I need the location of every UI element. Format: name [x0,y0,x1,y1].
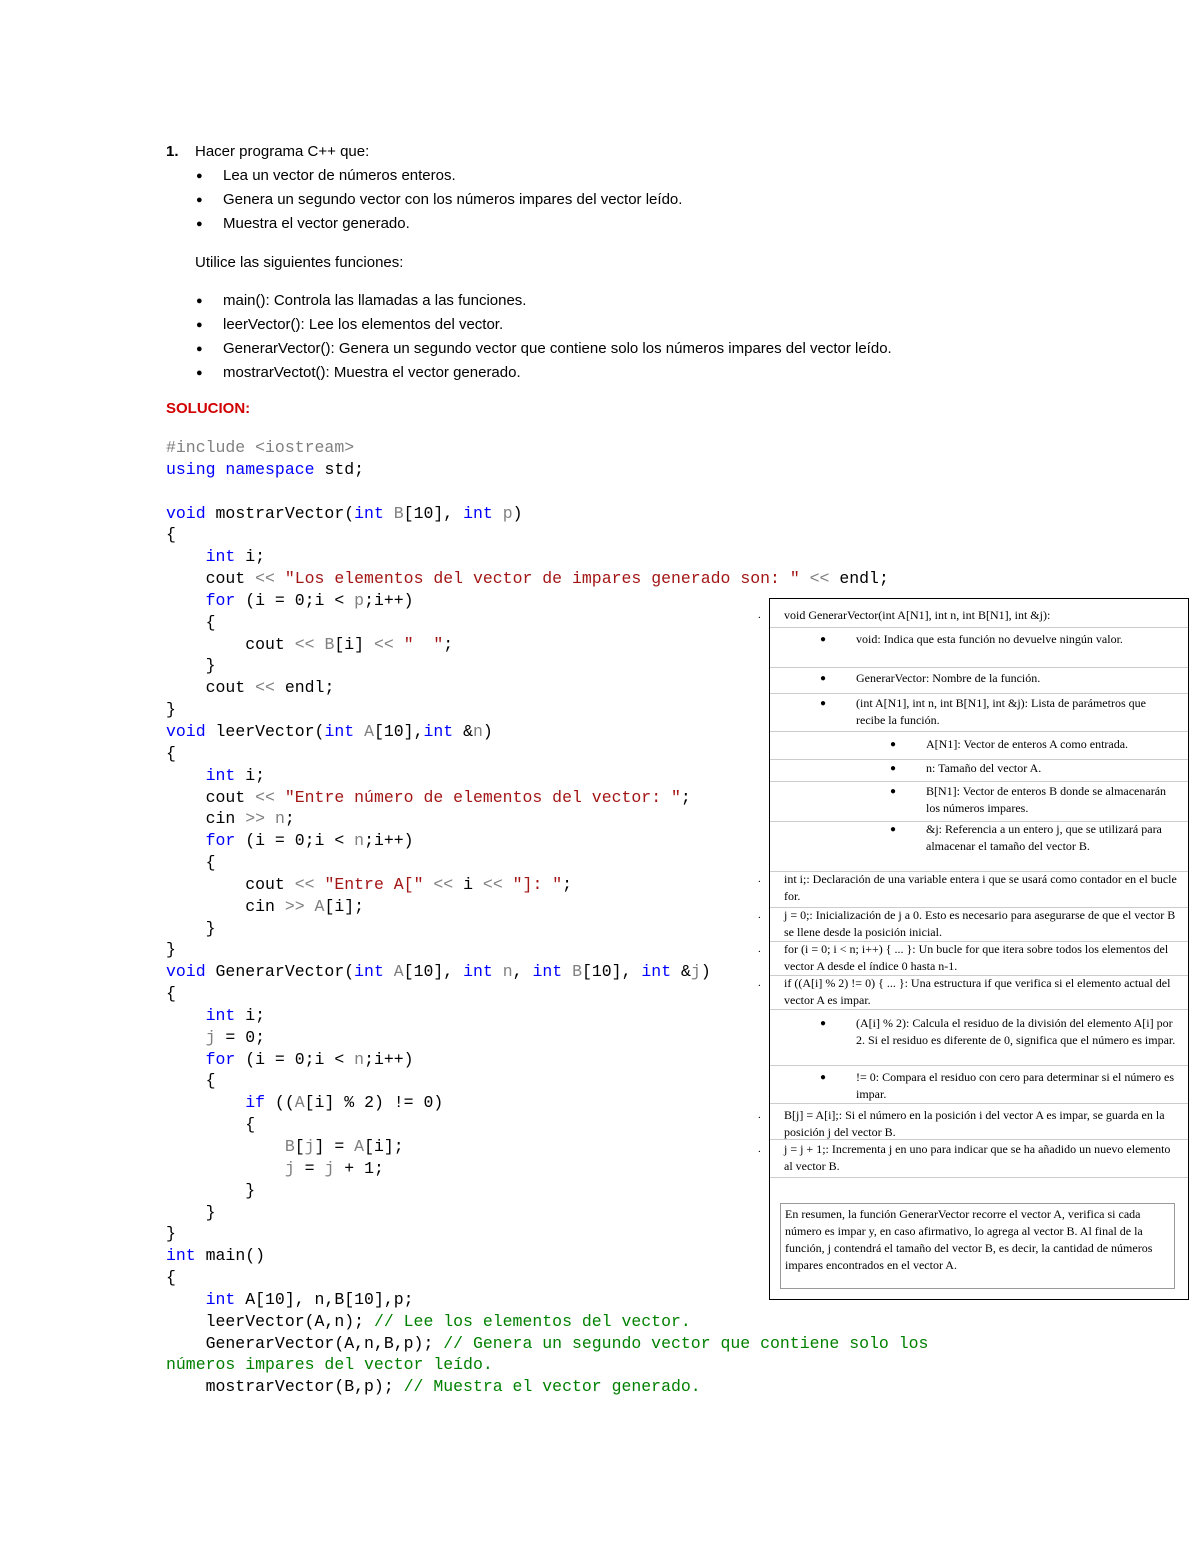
code-kw: using [166,459,216,479]
question-title [166,140,1066,164]
list-item: ● Muestra el vector generado. [196,212,1066,236]
note-item [770,627,1188,668]
note-assign: . j = j + 1;: Incrementa j en uno para indicar que se ha añadido un nuevo elemento al vector B. [770,1139,1188,1178]
list-item: ● Genera un segundo vector con los números impares del vector leído. [196,188,1066,212]
bullet-icon: ● [890,763,897,774]
note-summary: En resumen, la función GenerarVector recorre el vector A, verifica si cada número es impar y, en caso afirmativo, lo agrega al vector B. Al final de la función, j contendrá el tamaño del vector B, es decir, la cantidad de números impares encontrados en el vector A. [780,1203,1175,1289]
bullet-icon: ● [890,739,897,750]
note-item [770,667,1188,694]
list-item: ● mostrarVectot(): Muestra el vector generado. [196,361,1066,385]
note-assign-text: B[j] = A[i];: Si el número en la posición i del vector A es impar, se guarda en la posición j del vector B. [784,1108,1165,1139]
note-item-text: void: Indica que esta función no devuelve ningún valor. [856,632,1123,646]
code-string: "Entre número de elementos del vector: " [284,787,681,807]
note-param [770,731,1188,760]
note-if-item [770,1009,1188,1066]
note-param-text: &j: Referencia a un entero j, que se utilizará para almacenar el tamaño del vector B. [926,822,1162,853]
question-number: 1. [166,143,179,160]
note-param [770,781,1188,822]
note-step-text: if ((A[i] % 2) != 0) { ... }: Una estructura if que verifica si el elemento actual del vector A es impar. [784,976,1171,1007]
note-step: . for (i = 0; i < n; i++) { ... }: Un bucle for que itera sobre todos los elementos del vector A desde el índice 0 hasta n-1. [770,941,1188,976]
task-list [166,164,1066,236]
code-kw: namespace [225,459,315,479]
bullet-icon: ● [820,634,827,645]
solution-label: SOLUCION: [166,400,251,417]
function-name: GenerarVector( [205,962,355,982]
note-if-text: != 0: Compara el residuo con cero para determinar si el número es impar. [856,1070,1174,1101]
note-step-text: j = 0;: Inicialización de j a 0. Esto es necesario para asegurarse de que el vector B se llene desde la posición inicial. [784,908,1176,939]
function-list [166,289,1066,385]
code-string: "Los elementos del vector de impares generado son: " [284,569,800,589]
note-param-text: n: Tamaño del vector A. [926,761,1042,775]
list-item: ● GenerarVector(): Genera un segundo vector que contiene solo los números impares del vector leído. [196,337,1066,361]
bullet-icon: ● [890,824,897,835]
function-name: mostrarVector( [205,503,355,523]
list-item: ● main(): Controla las llamadas a las funciones. [196,289,1066,313]
note-item-text: GenerarVector: Nombre de la función. [856,671,1041,685]
note-step-text: for (i = 0; i < n; i++) { ... }: Un bucle for que itera sobre todos los elementos del vector A desde el índice 0 hasta n-1. [784,942,1169,973]
note-item [770,693,1188,732]
list-item: ● Lea un vector de números enteros. [196,164,1066,188]
code-text: std; [314,459,365,479]
note-assign: . B[j] = A[i];: Si el número en la posición i del vector A es impar, se guarda en la posición j del vector B. [770,1103,1188,1140]
code-comment: números impares del vector leído. [166,1355,493,1375]
question-text: Hacer programa C++ que: [195,143,370,160]
code-string: "]: " [512,874,563,894]
note-header-row: . void GenerarVector(int A[N1], int n, int B[N1], int &j): [770,603,1188,628]
function-name: main() [195,1246,266,1266]
code-comment: // Muestra el vector generado. [403,1377,701,1397]
note-step: . j = 0;: Inicialización de j a 0. Esto es necesario para asegurarse de que el vector B se llene desde la posición inicial. [770,907,1188,942]
code-include: #include <iostream> [166,438,355,457]
bullet-icon: ● [890,786,897,797]
bullet-icon: ● [820,698,827,709]
functions-heading: Utilice las siguientes funciones: [195,254,404,271]
code-comment: // Lee los elementos del vector. [373,1311,691,1331]
note-param [770,759,1188,782]
code-string: " " [403,634,444,654]
code-string: "Entre A[" [324,874,424,894]
note-param-text: A[N1]: Vector de enteros A como entrada. [926,737,1129,751]
list-item: ● leerVector(): Lee los elementos del vector. [196,313,1066,337]
bullet-icon: ● [820,1018,827,1029]
annotation-box [758,598,1189,1300]
code-listing: #include <iostream> using namespace std; void mostrarVector(int B[10], int p) { int i; cout << "Los elementos del vector de impares generado son: " << endl; for (i = 0;i < p;i++) { cout << B[i] << " "; } cout << endl; } void leerVector(int A[10],int &n) { int i; cout << "Entre número de elementos del vector: "; cin >> n; for (i = 0;i < n;i++) { cout << "Entre A[" << i << "]: "; cin >> A[i]; } } void GenerarVector(int A[10], int n, int B[10], int &j) { int i; j = 0; for (i = 0;i < n;i++) { if ((A[i] % 2) != 0) { B[j] = A[i]; j = j + 1; } } } int main() { int A[10], n,B[10],p; leerVector(A,n); // Lee los elementos del vector. GenerarVector(A,n,B,p); // Genera un segundo vector que contiene solo los números impares del vector leído. mostrarVector(B,p); // Muestra el vector generado. [166,438,929,1397]
code-comment: // Genera un segundo vector que contiene solo los [443,1333,929,1353]
problem-statement [166,140,1066,385]
note-if-item [770,1065,1188,1104]
note-step: . if ((A[i] % 2) != 0) { ... }: Una estructura if que verifica si el elemento actual del vector A es impar. [770,975,1188,1010]
note-step: . int i;: Declaración de una variable entera i que se usará como contador en el bucle for. [770,871,1188,908]
note-param-text: B[N1]: Vector de enteros B donde se almacenarán los números impares. [926,784,1167,815]
note-if-text: (A[i] % 2): Calcula el residuo de la división del elemento A[i] por 2. Si el residuo es diferente de 0, significa que el número es impar. [856,1016,1176,1047]
note-item-text: (int A[N1], int n, int B[N1], int &j): Lista de parámetros que recibe la función. [856,696,1146,727]
function-name: leerVector( [205,721,325,741]
note-header: void GenerarVector(int A[N1], int n, int B[N1], int &j): [784,608,1051,622]
note-param [770,821,1188,872]
bullet-icon: ● [820,1072,827,1083]
bullet-icon: ● [820,673,827,684]
note-assign-text: j = j + 1;: Incrementa j en uno para indicar que se ha añadido un nuevo elemento al vector B. [784,1142,1171,1173]
note-step-text: int i;: Declaración de una variable entera i que se usará como contador en el bucle for. [784,872,1177,903]
